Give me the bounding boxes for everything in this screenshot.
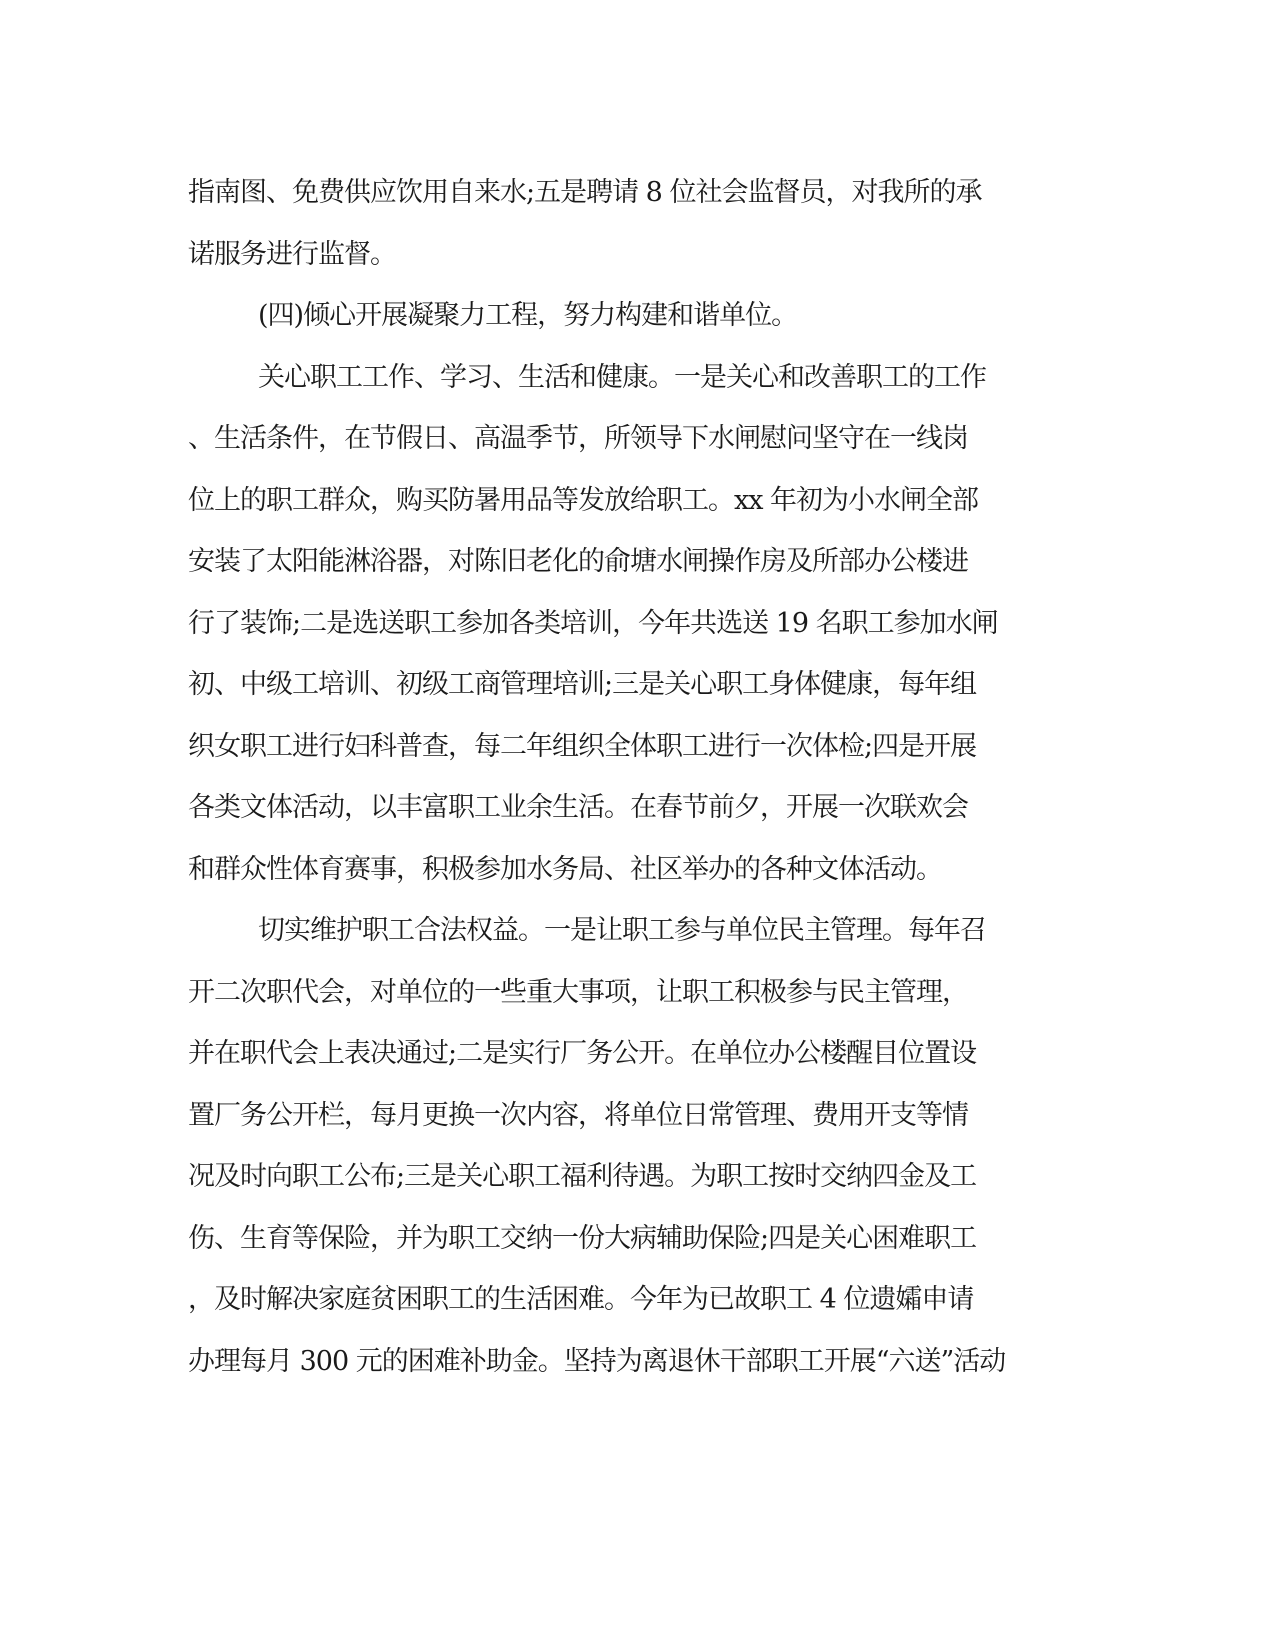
body-text bbox=[188, 162, 1088, 1392]
text-line: 指南图、免费供应饮用自来水;五是聘请 8 位社会监督员，对我所的承 bbox=[188, 177, 982, 208]
text-line: 办理每月 300 元的困难补助金。坚持为离退休干部职工开展“六送”活动 bbox=[188, 1345, 1006, 1377]
text-line: 伤、生育等保险，并为职工交纳一份大病辅助保险;四是关心困难职工 bbox=[188, 1222, 977, 1254]
text-line: 诺服务进行监督。 bbox=[188, 238, 396, 270]
text-line: 置厂务公开栏，每月更换一次内容，将单位日常管理、费用开支等情 bbox=[188, 1099, 968, 1131]
text-line: 开二次职代会，对单位的一些重大事项，让职工积极参与民主管理， bbox=[188, 976, 968, 1008]
text-line: 关心职工工作、学习、生活和健康。一是关心和改善职工的工作 bbox=[258, 361, 986, 393]
text-line: 行了装饰;二是选送职工参加各类培训，今年共选送 19 名职工参加水闸 bbox=[188, 607, 998, 639]
text-line: 、生活条件，在节假日、高温季节，所领导下水闸慰问坚守在一线岗 bbox=[188, 423, 968, 454]
text-line: 各类文体活动，以丰富职工业余生活。在春节前夕，开展一次联欢会 bbox=[188, 792, 968, 823]
text-line: 位上的职工群众，购买防暑用品等发放给职工。xx 年初为小水闸全部 bbox=[188, 484, 979, 516]
text-line: 况及时向职工公布;三是关心职工福利待遇。为职工按时交纳四金及工 bbox=[188, 1161, 977, 1192]
text-line: ，及时解决家庭贫困职工的生活困难。今年为已故职工 4 位遗孀申请 bbox=[188, 1284, 974, 1315]
text-line: 和群众性体育赛事，积极参加水务局、社区举办的各种文体活动。 bbox=[188, 853, 942, 885]
text-line: 织女职工进行妇科普查，每二年组织全体职工进行一次体检;四是开展 bbox=[188, 730, 977, 762]
text-line: 并在职代会上表决通过;二是实行厂务公开。在单位办公楼醒目位置设 bbox=[188, 1038, 977, 1069]
text-line: 切实维护职工合法权益。一是让职工参与单位民主管理。每年召 bbox=[258, 915, 986, 946]
text-line: (四)倾心开展凝聚力工程，努力构建和谐单位。 bbox=[258, 300, 798, 331]
text-line: 安装了太阳能淋浴器，对陈旧老化的俞塘水闸操作房及所部办公楼进 bbox=[188, 546, 968, 577]
text-line: 初、中级工培训、初级工商管理培训;三是关心职工身体健康，每年组 bbox=[188, 669, 977, 700]
